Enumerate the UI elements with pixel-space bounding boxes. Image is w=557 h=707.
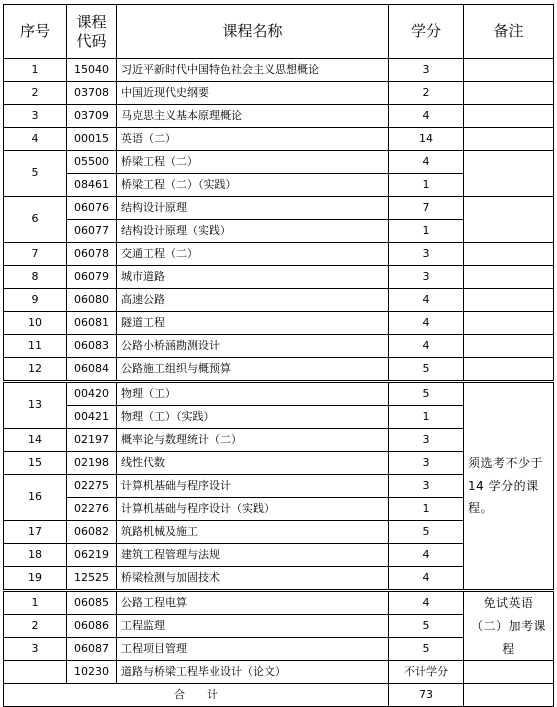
header-name: 课程名称	[117, 5, 389, 59]
cell-course-name: 线性代数	[117, 452, 389, 475]
table-row	[4, 661, 554, 684]
table-row	[4, 312, 554, 335]
cell-course-name: 工程项目管理	[117, 638, 389, 661]
cell-seq: 12	[4, 358, 67, 382]
cell-credit: 1	[389, 498, 464, 521]
cell-code: 06083	[67, 335, 117, 358]
cell-credit: 3	[389, 243, 464, 266]
cell-credit: 5	[389, 615, 464, 638]
cell-credit: 7	[389, 197, 464, 220]
cell-credit: 14	[389, 128, 464, 151]
cell-code: 06080	[67, 289, 117, 312]
cell-course-name: 马克思主义基本原理概论	[117, 105, 389, 128]
cell-course-name: 公路施工组织与概预算	[117, 358, 389, 382]
cell-course-name: 高速公路	[117, 289, 389, 312]
cell-seq: 7	[4, 243, 67, 266]
cell-seq: 3	[4, 638, 67, 661]
cell-course-name: 公路工程电算	[117, 591, 389, 615]
table-row	[4, 128, 554, 151]
header-code-line1: 课程	[76, 12, 107, 31]
cell-course-name: 道路与桥梁工程毕业设计（论文）	[117, 661, 389, 684]
cell-credit: 5	[389, 521, 464, 544]
cell-code: 12525	[67, 567, 117, 591]
cell-course-name: 城市道路	[117, 266, 389, 289]
table-row	[4, 197, 554, 220]
cell-code: 06085	[67, 591, 117, 615]
cell-seq: 15	[4, 452, 67, 475]
cell-course-name: 中国近现代史纲要	[117, 82, 389, 105]
cell-seq: 10	[4, 312, 67, 335]
cell-remarks-empty	[464, 59, 554, 82]
cell-credit: 3	[389, 475, 464, 498]
cell-code: 06219	[67, 544, 117, 567]
cell-credit: 3	[389, 452, 464, 475]
cell-credit: 4	[389, 105, 464, 128]
cell-credit: 4	[389, 289, 464, 312]
course-table	[3, 4, 554, 707]
cell-credit: 5	[389, 382, 464, 406]
cell-course-name: 英语（二）	[117, 128, 389, 151]
cell-seq: 2	[4, 82, 67, 105]
table-row	[4, 591, 554, 615]
table-row	[4, 151, 554, 174]
cell-seq: 4	[4, 128, 67, 151]
cell-seq: 17	[4, 521, 67, 544]
cell-credit: 4	[389, 567, 464, 591]
cell-course-name: 桥梁工程（二）（实践）	[117, 174, 389, 197]
cell-credit: 不计学分	[389, 661, 464, 684]
table-row	[4, 289, 554, 312]
cell-remarks-empty	[464, 197, 554, 243]
cell-course-name: 计算机基础与程序设计（实践）	[117, 498, 389, 521]
header-code	[67, 5, 117, 59]
cell-course-name: 桥梁检测与加固技术	[117, 567, 389, 591]
cell-code: 06082	[67, 521, 117, 544]
cell-seq: 13	[4, 382, 67, 429]
remarks-elective: 须选考不少于 14 学分的课程。	[464, 382, 554, 591]
cell-remarks-empty	[464, 105, 554, 128]
cell-remarks-empty	[464, 684, 554, 707]
cell-remarks-empty	[464, 151, 554, 197]
cell-code: 06087	[67, 638, 117, 661]
cell-remarks-empty	[464, 266, 554, 289]
cell-seq: 3	[4, 105, 67, 128]
cell-credit: 3	[389, 266, 464, 289]
header-code-line2: 代码	[76, 31, 107, 50]
cell-code: 06084	[67, 358, 117, 382]
cell-seq: 1	[4, 59, 67, 82]
cell-seq: 2	[4, 615, 67, 638]
cell-code: 02198	[67, 452, 117, 475]
cell-course-name: 桥梁工程（二）	[117, 151, 389, 174]
cell-credit: 4	[389, 312, 464, 335]
cell-seq: 5	[4, 151, 67, 197]
cell-code: 00421	[67, 406, 117, 429]
cell-credit: 1	[389, 174, 464, 197]
cell-code: 05500	[67, 151, 117, 174]
cell-credit: 3	[389, 429, 464, 452]
cell-remarks-empty	[464, 358, 554, 382]
cell-code: 02275	[67, 475, 117, 498]
remarks-exempt: 免试英语（二）加考课程	[464, 591, 554, 661]
cell-course-name: 概率论与数理统计（二）	[117, 429, 389, 452]
cell-code: 08461	[67, 174, 117, 197]
table-row	[4, 335, 554, 358]
cell-seq: 18	[4, 544, 67, 567]
cell-credit: 2	[389, 82, 464, 105]
cell-course-name: 物理（工）	[117, 382, 389, 406]
cell-code: 06076	[67, 197, 117, 220]
cell-seq: 6	[4, 197, 67, 243]
cell-code: 03708	[67, 82, 117, 105]
cell-course-name: 工程监理	[117, 615, 389, 638]
cell-credit: 4	[389, 591, 464, 615]
cell-course-name: 隧道工程	[117, 312, 389, 335]
cell-remarks-empty	[464, 289, 554, 312]
table-row	[4, 266, 554, 289]
cell-seq: 19	[4, 567, 67, 591]
cell-course-name: 结构设计原理	[117, 197, 389, 220]
cell-credit: 4	[389, 335, 464, 358]
cell-seq: 8	[4, 266, 67, 289]
cell-course-name: 计算机基础与程序设计	[117, 475, 389, 498]
cell-remarks-empty	[464, 661, 554, 684]
cell-code: 00015	[67, 128, 117, 151]
cell-course-name: 交通工程（二）	[117, 243, 389, 266]
cell-course-name: 结构设计原理（实践）	[117, 220, 389, 243]
table-row	[4, 105, 554, 128]
table-row	[4, 382, 554, 406]
table-row	[4, 59, 554, 82]
cell-code: 02276	[67, 498, 117, 521]
cell-code: 06086	[67, 615, 117, 638]
header-credit: 学分	[389, 5, 464, 59]
total-label: 合 计	[4, 684, 389, 707]
cell-course-name: 习近平新时代中国特色社会主义思想概论	[117, 59, 389, 82]
cell-code: 06079	[67, 266, 117, 289]
cell-seq: 9	[4, 289, 67, 312]
cell-credit: 5	[389, 638, 464, 661]
cell-code: 03709	[67, 105, 117, 128]
cell-course-name: 公路小桥涵勘测设计	[117, 335, 389, 358]
cell-remarks-empty	[464, 243, 554, 266]
cell-seq	[4, 661, 67, 684]
total-credit: 73	[389, 684, 464, 707]
cell-code: 00420	[67, 382, 117, 406]
cell-seq: 1	[4, 591, 67, 615]
cell-seq: 14	[4, 429, 67, 452]
cell-credit: 4	[389, 151, 464, 174]
header-remarks: 备注	[464, 5, 554, 59]
cell-remarks-empty	[464, 82, 554, 105]
cell-code: 10230	[67, 661, 117, 684]
cell-course-name: 物理（工）（实践）	[117, 406, 389, 429]
cell-seq: 16	[4, 475, 67, 521]
cell-credit: 3	[389, 59, 464, 82]
cell-remarks-empty	[464, 335, 554, 358]
cell-course-name: 建筑工程管理与法规	[117, 544, 389, 567]
cell-seq: 11	[4, 335, 67, 358]
cell-credit: 4	[389, 544, 464, 567]
header-row	[4, 5, 554, 59]
cell-code: 02197	[67, 429, 117, 452]
cell-credit: 1	[389, 220, 464, 243]
cell-code: 06081	[67, 312, 117, 335]
cell-code: 15040	[67, 59, 117, 82]
cell-course-name: 筑路机械及施工	[117, 521, 389, 544]
cell-remarks-empty	[464, 312, 554, 335]
cell-credit: 1	[389, 406, 464, 429]
header-seq: 序号	[4, 5, 67, 59]
table-row	[4, 358, 554, 382]
cell-remarks-empty	[464, 128, 554, 151]
total-row	[4, 684, 554, 707]
cell-code: 06078	[67, 243, 117, 266]
table-row	[4, 243, 554, 266]
cell-credit: 5	[389, 358, 464, 382]
table-row	[4, 82, 554, 105]
cell-code: 06077	[67, 220, 117, 243]
